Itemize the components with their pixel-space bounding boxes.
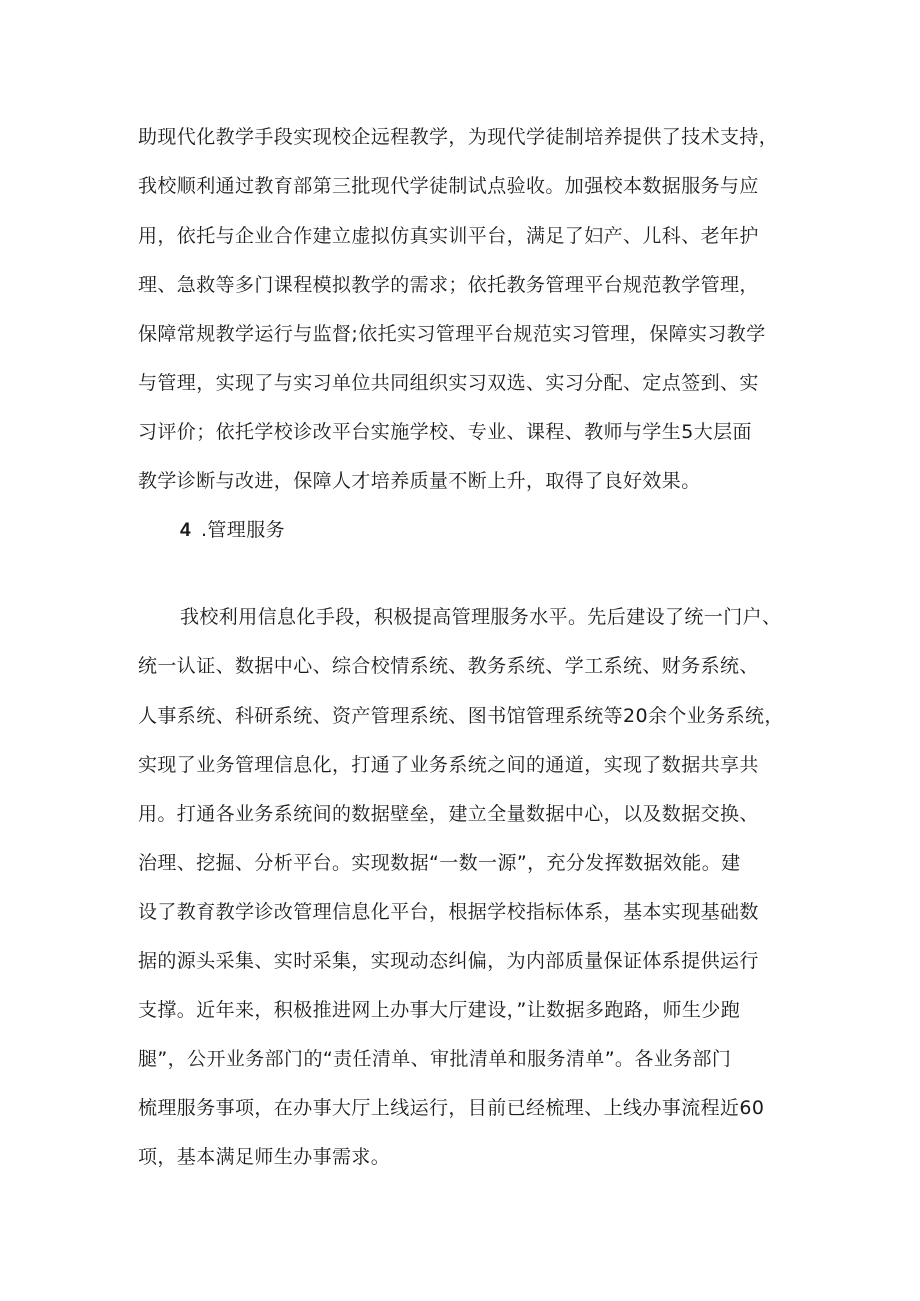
paragraph-line: 与管理，实现了与实习单位共同组织实习双选、实习分配、定点签到、实	[138, 372, 759, 394]
paragraph-line: 保障常规教学运行与监督;依托实习管理平台规范实习管理，保障实习教学	[138, 323, 766, 345]
paragraph-line: 支撑。近年来，积极推进网上办事大厅建设，”让数据多跑路，师生少跑	[138, 999, 741, 1021]
paragraph-line: 人事系统、科研系统、资产管理系统、图书馆管理系统等20余个业务系统，	[138, 705, 784, 727]
paragraph-line: 据的源头采集、实时采集，实现动态纠偏，为内部质量保证体系提供运行	[138, 950, 759, 972]
paragraph-line: 助现代化教学手段实现校企远程教学，为现代学徒制培养提供了技术支持，	[138, 126, 779, 148]
paragraph-line: 腿”，公开业务部门的“责任清单、审批清单和服务清单”。各业务部门	[138, 1048, 732, 1070]
paragraph-line: 治理、挖掘、分析平台。实现数据“一数一源”，充分发挥数据效能。建	[138, 852, 741, 874]
paragraph-line: 我校顺利通过教育部第三批现代学徒制试点验收。加强校本数据服务与应	[138, 175, 759, 197]
section-number: 4	[180, 520, 191, 541]
paragraph-line: 我校利用信息化手段，积极提高管理服务水平。先后建设了统一门户、	[180, 606, 782, 628]
paragraph-line: 习评价；依托学校诊改平台实施学校、专业、课程、教师与学生5大层面	[138, 421, 752, 443]
paragraph-line: 教学诊断与改进，保障人才培养质量不断上升，取得了良好效果。	[138, 470, 701, 492]
paragraph-line: 用，依托与企业合作建立虚拟仿真实训平台，满足了妇产、儿科、老年护	[138, 225, 759, 247]
paragraph-line: 统一认证、数据中心、综合校情系统、教务系统、学工系统、财务系统、	[138, 655, 759, 677]
paragraph-line: 梳理服务事项，在办事大厅上线运行，目前已经梳理、上线办事流程近60	[138, 1097, 765, 1119]
paragraph-line: 理、急救等多门课程模拟教学的需求；依托教务管理平台规范教学管理，	[138, 274, 759, 296]
section-heading	[180, 518, 285, 543]
paragraph-line: 项，基本满足师生办事需求。	[138, 1146, 391, 1168]
section-title: .管理服务	[200, 519, 286, 541]
paragraph-line: 用。打通各业务系统间的数据壁垒，建立全量数据中心，以及数据交换、	[138, 803, 759, 825]
paragraph-line: 设了教育教学诊改管理信息化平台，根据学校指标体系，基本实现基础数	[138, 901, 759, 923]
paragraph-line: 实现了业务管理信息化，打通了业务系统之间的通道，实现了数据共享共	[138, 754, 759, 776]
